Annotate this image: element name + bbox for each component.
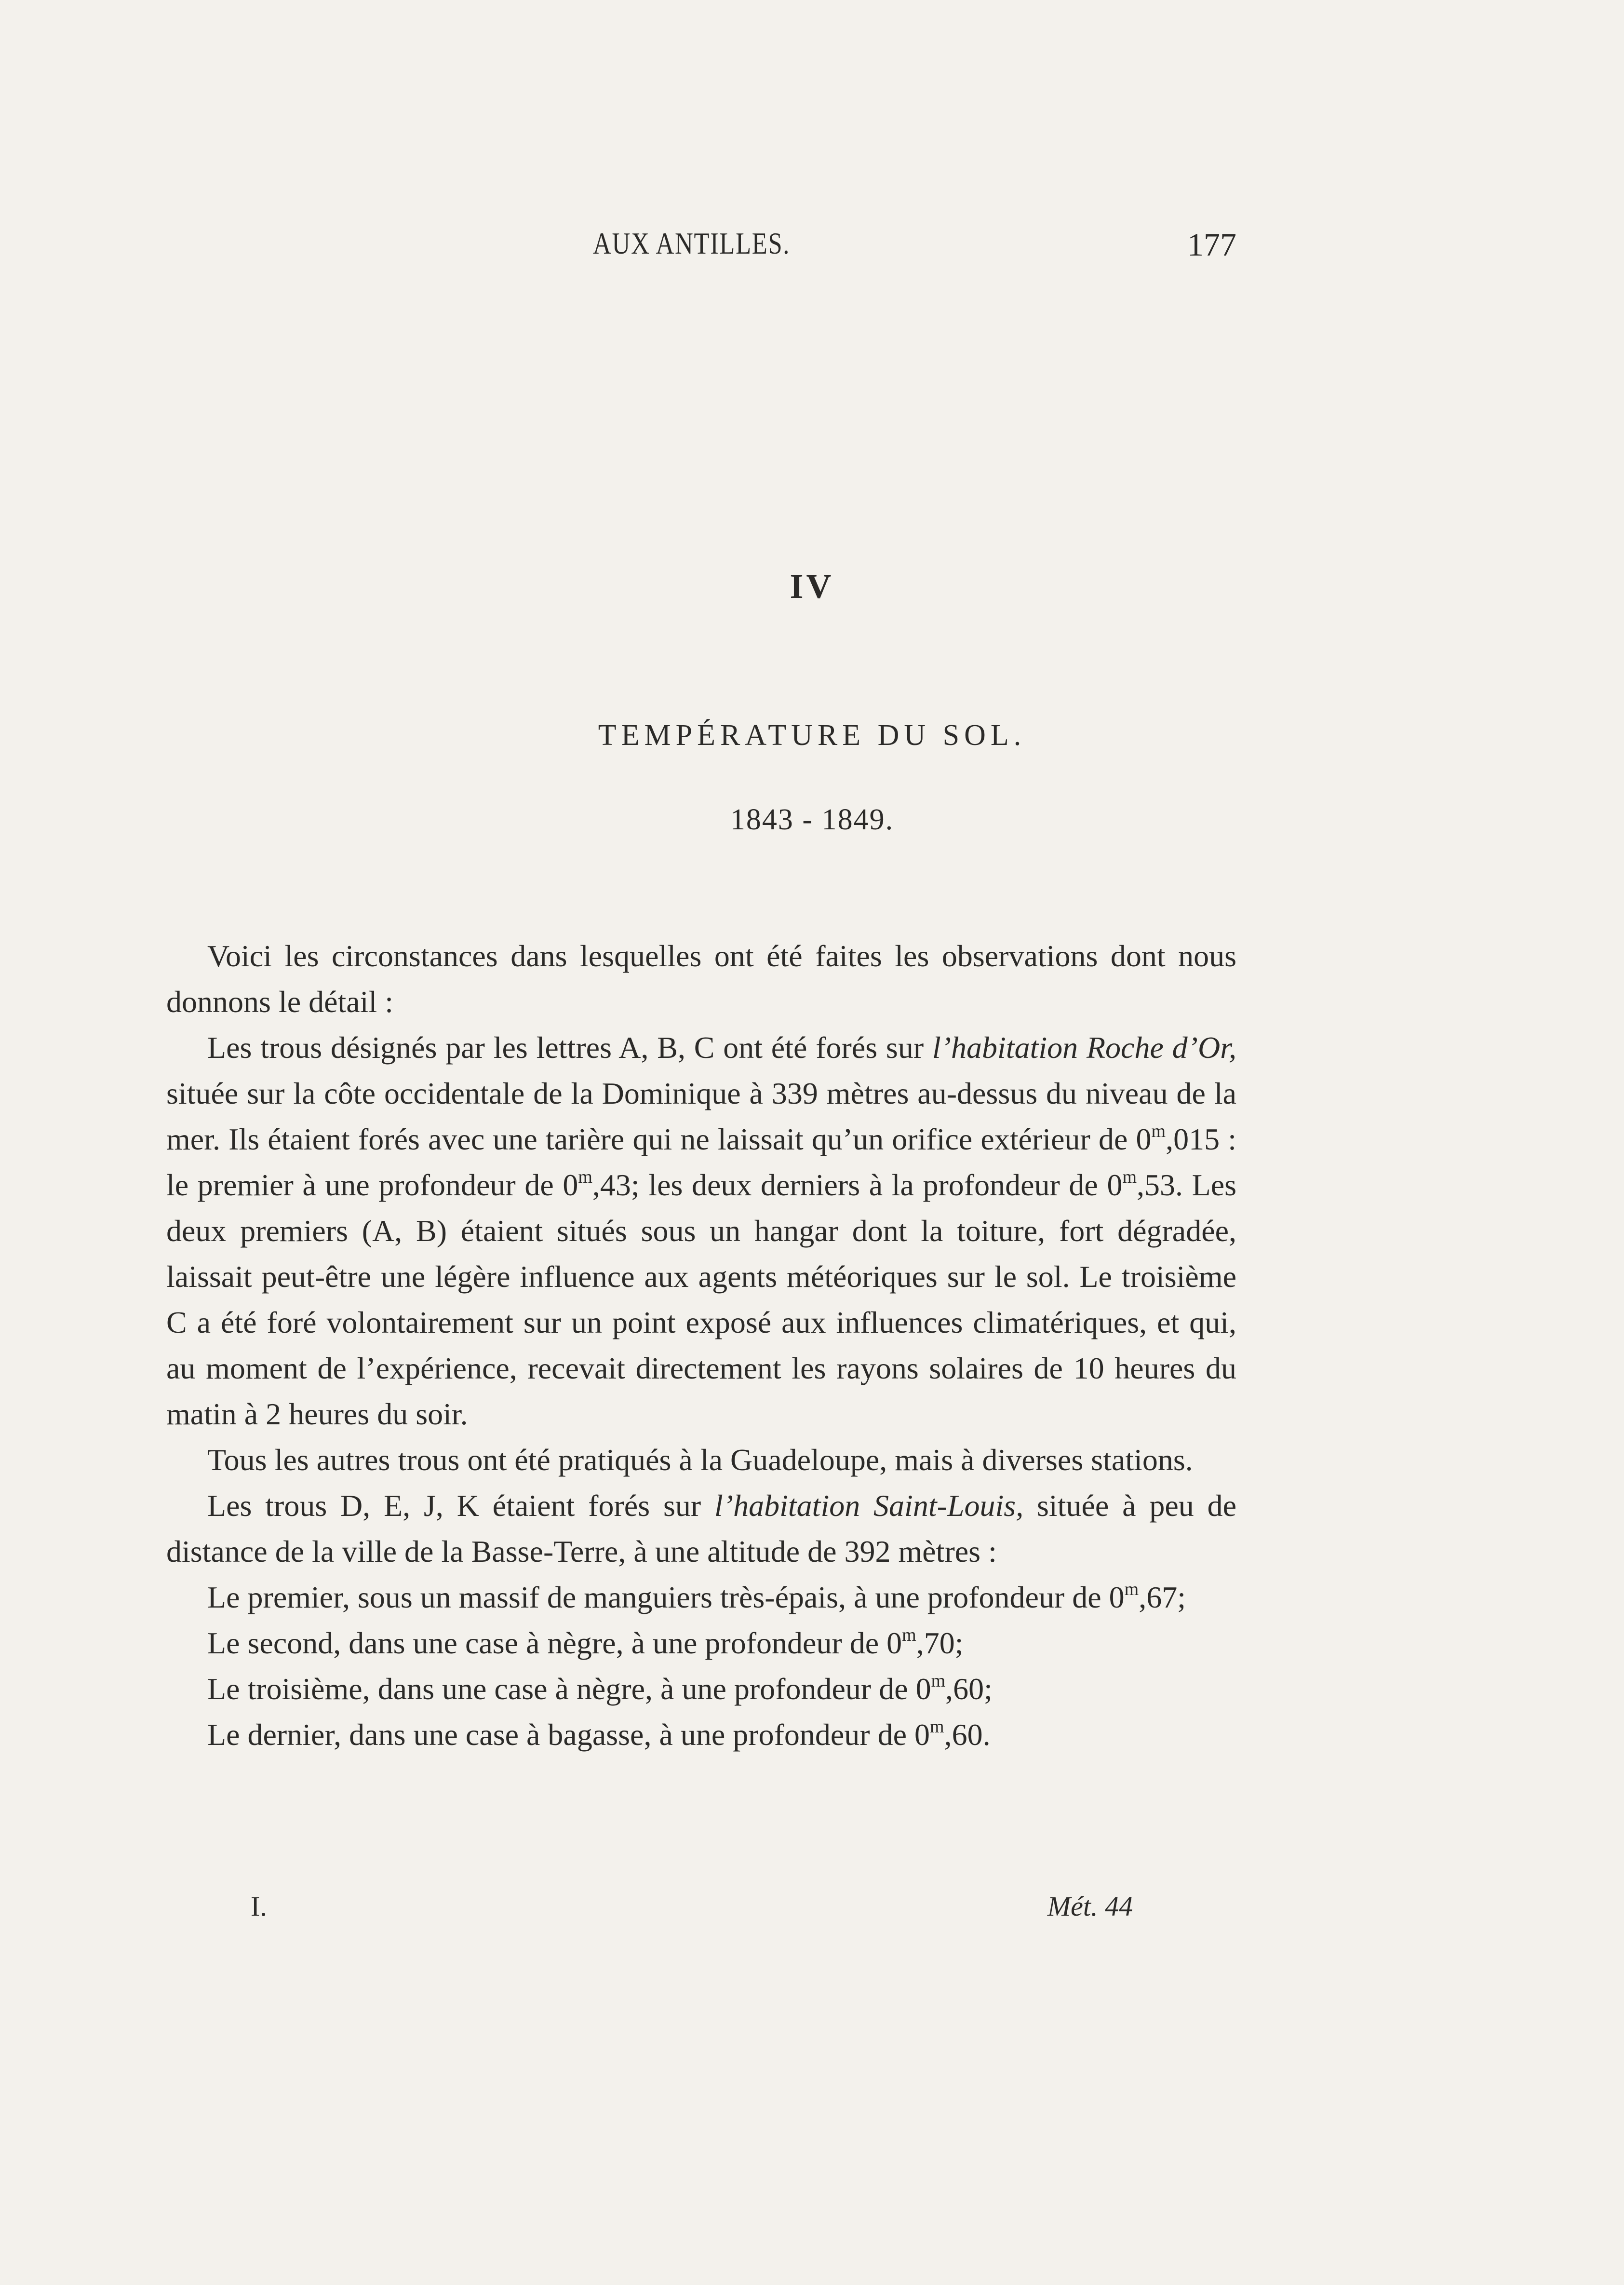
text-run: ,015 : le premier à une profondeur de 0 bbox=[166, 1122, 1237, 1202]
paragraph bbox=[166, 1574, 1236, 1620]
text-run: ,53. Les deux premiers (A, B) étaient situés sous un hangar dont la toiture, fort dégradée, laissait peut-être une légère influence aux agents météoriques sur le sol. Le troisième C a été foré volontairement sur un point exposé aux influences climatériques, et qui, au moment de l’expérience, recevait directement les rayons solaires de 10 heures du matin à 2 heures du soir. bbox=[166, 1168, 1237, 1431]
text-run: Le dernier, dans une case à bagasse, à une profondeur de 0 bbox=[207, 1717, 930, 1752]
text-run: Le second, dans une case à nègre, à une profondeur de 0 bbox=[207, 1626, 902, 1660]
page-header bbox=[511, 226, 1236, 279]
text-run: située à peu de distance de la ville de la Basse-Terre, à une altitude de 392 mètres : bbox=[166, 1488, 1237, 1568]
section-years: 1843 - 1849. bbox=[730, 803, 894, 836]
italic-text: l’habitation Saint-Louis, bbox=[714, 1488, 1024, 1523]
body-text bbox=[166, 933, 1236, 1758]
superscript-unit: m bbox=[930, 1717, 944, 1737]
text-run: ,67; bbox=[1139, 1580, 1186, 1614]
paragraph bbox=[166, 1620, 1236, 1666]
superscript-unit: m bbox=[578, 1167, 592, 1187]
signature-reference: Mét. 44 bbox=[1047, 1891, 1133, 1922]
superscript-unit: m bbox=[1124, 1579, 1139, 1599]
paragraph bbox=[166, 933, 1236, 1025]
superscript-unit: m bbox=[902, 1625, 916, 1645]
text-run: ,60. bbox=[944, 1717, 991, 1752]
page-number: 177 bbox=[1187, 226, 1236, 263]
text-run: Les trous D, E, J, K étaient forés sur bbox=[207, 1488, 714, 1523]
text-run: Les trous désignés par les lettres A, B, C ont été forés sur bbox=[207, 1030, 932, 1065]
text-run: ,43; les deux derniers à la profondeur de 0 bbox=[592, 1168, 1123, 1202]
page-footer bbox=[251, 1890, 1133, 1933]
paragraph bbox=[166, 1025, 1236, 1437]
running-title: AUX ANTILLES. bbox=[593, 226, 791, 260]
superscript-unit: m bbox=[1122, 1167, 1137, 1187]
paragraph bbox=[166, 1666, 1236, 1712]
text-run: Le troisième, dans une case à nègre, à une profondeur de 0 bbox=[207, 1672, 931, 1706]
paragraph bbox=[166, 1437, 1236, 1483]
text-run: ,60; bbox=[945, 1672, 993, 1706]
section-number: IV bbox=[790, 567, 834, 606]
text-run: Voici les circonstances dans lesquelles ont été faites les observations dont nous donnons le détail : bbox=[166, 939, 1236, 1019]
italic-text: l’habitation Roche d’Or, bbox=[932, 1030, 1237, 1065]
section-title: TEMPÉRATURE DU SOL. bbox=[598, 719, 1026, 752]
signature-mark: I. bbox=[251, 1891, 267, 1922]
paragraph bbox=[166, 1712, 1236, 1758]
text-run: ,70; bbox=[916, 1626, 964, 1660]
text-run: située sur la côte occidentale de la Dominique à 339 mètres au-dessus du niveau de la mer. Ils étaient forés avec une tarière qui ne laissait qu’un orifice extérieur de 0 bbox=[166, 1076, 1236, 1156]
superscript-unit: m bbox=[1151, 1121, 1166, 1141]
superscript-unit: m bbox=[931, 1671, 946, 1691]
paragraph bbox=[166, 1483, 1236, 1574]
text-run: Le premier, sous un massif de manguiers très-épais, à une profondeur de 0 bbox=[207, 1580, 1125, 1614]
text-run: Tous les autres trous ont été pratiqués à la Guadeloupe, mais à diverses stations. bbox=[207, 1443, 1193, 1477]
